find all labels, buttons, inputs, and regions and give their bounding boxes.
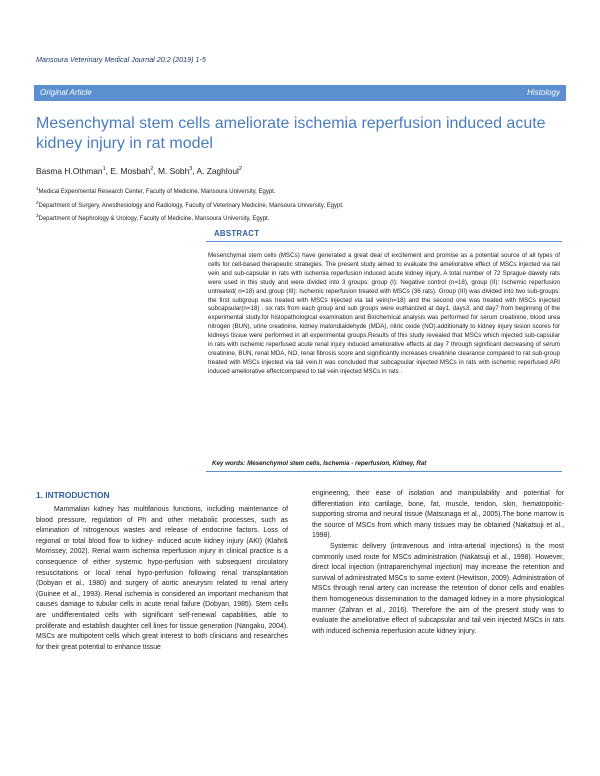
affiliation-text: Department of Nephrology & Urology, Faculty of Medicine, Mansoura University, Egypt. — [38, 216, 270, 223]
author-name: A. Zaghloul — [196, 166, 239, 176]
section-heading: 1. INTRODUCTION — [36, 490, 110, 500]
affiliation-sup: 1 — [36, 186, 39, 191]
paragraph: Systemic delivery (intravenous and intra-arterial injections) is the most commonly used route for MSCs administration (Nakatsuji et al., 1998). However, direct local injection (intraparenchymal injection) may increase the retention and survival of administrated MSCs to some extent (Hewitson, 2009). Administration of MSCs through renal artery can increase the retention of donor cells and enables them homogeneous dissemination to the damaged kidney in a more physiological manner (Zahran et al., 2016). Therefore the aim of the present study was to evaluate the ameliorative effect of subcapsular and tail vein injected MSCs in rats with induced ischemia reperfusion acute kidney injury. — [312, 542, 564, 635]
author-affil-sup: 2 — [150, 166, 154, 173]
author-affil-sup: 3 — [189, 166, 193, 173]
affiliations — [36, 184, 344, 225]
affiliation-text: Medical Experimental Research Center, Faculty of Medicine, Mansoura University, Egypt. — [38, 189, 276, 195]
abstract-divider-bottom — [206, 471, 562, 472]
affiliation-text: Department of Surgery, Anesthesiology and Radiology, Faculty of Veterinary Medicine, Mansoura University, Egypt. — [38, 202, 344, 209]
affiliation-item — [36, 211, 344, 225]
author-name: Basma H.Othman — [36, 166, 103, 176]
article-type-label: Original Article — [40, 88, 92, 97]
author-affil-sup: 1 — [102, 166, 106, 173]
affiliation-sup: 3 — [36, 213, 39, 219]
subject-label: Histology — [527, 88, 560, 97]
affiliation-item — [36, 198, 344, 212]
author-name: M. Sobh — [158, 166, 190, 176]
article-type-bar — [34, 85, 566, 101]
abstract-text: Mesenchymal stem cells (MSCs) have generated a great deal of excitement and promise as a potential source of all types of cells for cell-based therapeutic strategies. The present study aimed to evaluate the ameliorative effect of MSCs injected via tail vein and sub-capsular in rats with ischemia reperfusion induced acute kidney injury. A total number of 72 Sprague dawely rats were used in this study and were divided into 3 groups: group (I): Negative control (n=18), group (II): Ischemic reperfusion untreated( n=18) and group (III): Ischemic reperfusion treated with MSCs (36 rats). Group (III) was divided into two sub-groups: the first subgroup was treated with MSCs injected via tail vein(n=18) and the second one was treated with MSCs injected subcapsular(n=18) . six rats from each group and sub groups were euthanized at day1, days3, and day7 from beginning of the experimental study.for histopathological examination and Biochemical analysis was performed for serum creatinine, blood urea nitrogen (BUN), urine creatinine, kidney malondialdehyde (MDA), nitric oxide (NO).additionally to kidney injury lesion scores for kidneys tissue were performed in all experimental groups.Results of this study revealed that MSCs which injected sub-capsular in rats with ischemic reperfused acute renal injury induced ameliorative effects at day 7 through significant decreasing of serum creatinine, BUN, renal MDA, NO, renal fibrosis score and significantly increases creatinine clearance compared to rat sub-group treated with MSCs injected via tail vein.It was concluded that subcapsular injected MSCs in rats with ischemic reperfused ARI induced ameliorative effectcompared to tail vein injected MSCs in rats . — [208, 252, 560, 375]
abstract-heading: ABSTRACT — [214, 229, 260, 238]
abstract-divider — [206, 241, 562, 242]
author-name: E. Mosbah — [110, 166, 151, 176]
affiliation-sup: 2 — [36, 199, 39, 205]
author-affil-sup: 2 — [238, 166, 242, 173]
article-title: Mesenchymal stem cells ameliorate ischemia reperfusion induced acute kidney injury in rat model — [36, 115, 546, 152]
left-column — [36, 505, 288, 653]
paragraph: Mammalian kidney has multifarious functions, including maintenance of blood pressure, regulation of Ph and other metabolic processes, such as elimination of nitrogenous wastes and release of endocrine factors. Loss of regional or total blood flow to kidney- induced acute kidney injury (AKI) (Klahr& Morrissey, 2002). Renal warm ischemia reperfusion injury in clinical practice is a consequence of either systemic hypo-perfusion with subsequent circulatory resuscitations or local renal hypo-perfusion following renal transplantation (Dobyan et al., 1980) and surgery of aortic aneurysm related to renal artery (Guinee et al., 1993). Renal ischemia is considered an important mechanism that causes damage to tubular cells in acute renal failure (Dobyan, 1985). Stem cells are undifferentiated cells with significant self-renewal capabilities, able to proliferate and establish daughter cell lines for tissue generation (Nangaku, 2004). MSCs are multipotent cells which great interest to both clinicians and researches for their great potential to enhance tissue — [36, 506, 288, 651]
author-list: Basma H.Othman$^1$, E. Mosbah$^2$, M. Sobh$^3$, A. Zaghloul$^2$ — [36, 166, 242, 176]
keywords: Key words: Mesenchymol stem cells, Ischemia - reperfusion, Kidney, Rat — [212, 460, 427, 467]
affiliation-item — [36, 184, 344, 198]
right-column — [312, 489, 564, 637]
journal-citation: Mansoura Veterinary Medical Journal 20:2 (2019) 1-5 — [36, 55, 206, 64]
paragraph: engineering, their ease of isolation and manipulability and potential for differentiation into cartilage, bone, fat, muscle, tendon, skin, hematopoitic-supporting stroma and neural tissue (Matsunaga et al., 2005).The bone marrow is the source of MSCs from which many tissues may be obtained (Nakatsuji et al., 1998). — [312, 490, 564, 540]
